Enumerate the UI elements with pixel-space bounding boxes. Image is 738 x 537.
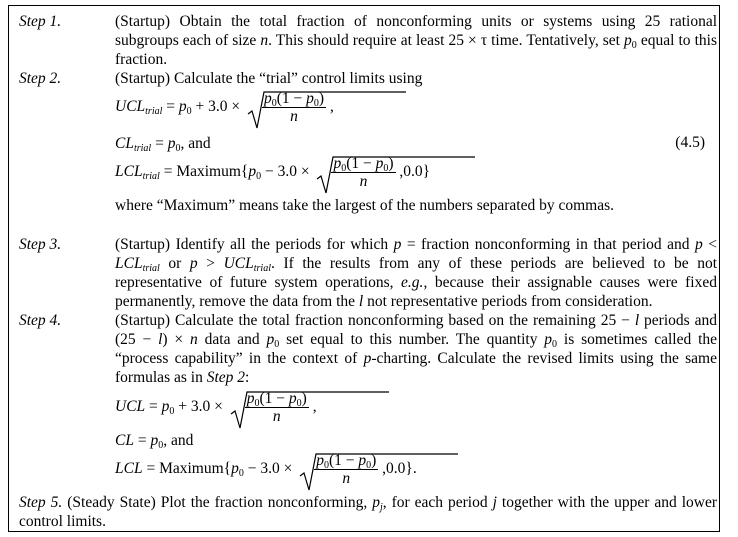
step-5-text: Step 5. (Steady State) Plot the fraction nonconforming, $p_j$, for each period j together with the upper and lower control limits. xyxy=(19,494,718,530)
step-4-label: Step 4. xyxy=(19,312,62,329)
step-2-cl-formula: $CL_{trial} = p_0$, and xyxy=(115,135,211,154)
step-4-text: (Startup) Calculate the total fraction nonconforming based on the remaining 25 − l periods and (25 − l) × n data and $p_0$ set equal to this number. The quantity $p_0$ is sometimes called the “process capability” in the context of p-charting. Calculate the revised limits using the same formulas as in Step 2: xyxy=(115,312,718,386)
step-3-text: (Startup) Identify all the periods for which p = fraction nonconforming in that period and $p < LCL_{trial}$ or $p > UCL_{trial}$. If the results from any of these periods are believed to be not representative of future system operations, e.g., because their assignable causes were fixed permanently, remove the data from the l not representative periods from consideration. xyxy=(115,236,717,310)
step-1-label: Step 1. xyxy=(19,13,62,30)
step-4-cl-formula: CL = $p_0$, and xyxy=(115,432,194,451)
step-2-label: Step 2. xyxy=(19,70,62,87)
step-4-lcl-formula: LCL = $Maximum\{p_0 - 3.0$ × $\frac{p_0(1 - p_0)}{n}$ ,0.0}. xyxy=(115,452,417,487)
sqrt-radical: $\frac{p_0(1 - p_0)}{n}$ xyxy=(246,90,326,125)
step-5-label: Step 5. xyxy=(19,494,63,511)
step-4-ucl-formula: UCL = $p_0 + 3.0$ × $\frac{p_0(1 - p_0)}{n}$ , xyxy=(115,390,317,425)
sqrt-radical: $\frac{p_0(1 - p_0)}{n}$ xyxy=(315,155,395,190)
step-3-label: Step 3. xyxy=(19,236,62,253)
sqrt-radical: $\frac{p_0(1 - p_0)}{n}$ xyxy=(298,452,378,487)
step-2-ucl-formula: $UCL_{trial} = p_0 + 3.0$ × $\frac{p_0(1 - p_0)}{n}$ , xyxy=(115,90,334,125)
sqrt-radical: $\frac{p_0(1 - p_0)}{n}$ xyxy=(229,390,309,425)
equation-number: (4.5) xyxy=(675,134,705,151)
step-2-lcl-formula: $LCL_{trial}$ = $Maximum\{p_0 - 3.0$ × $\frac{p_0(1 - p_0)}{n}$ ,0.0} xyxy=(115,155,430,190)
procedure-box xyxy=(8,5,720,532)
step-2-intro: (Startup) Calculate the “trial” control limits using xyxy=(115,70,423,87)
step-1-text: (Startup) Obtain the total fraction of nonconforming units or systems using 25 rational subgroups each of size n. This should require at least 25 × τ time. Tentatively, set $p_0$ equal to this fraction. xyxy=(115,13,717,68)
step-2-note: where “Maximum” means take the largest of the numbers separated by commas. xyxy=(115,197,614,214)
